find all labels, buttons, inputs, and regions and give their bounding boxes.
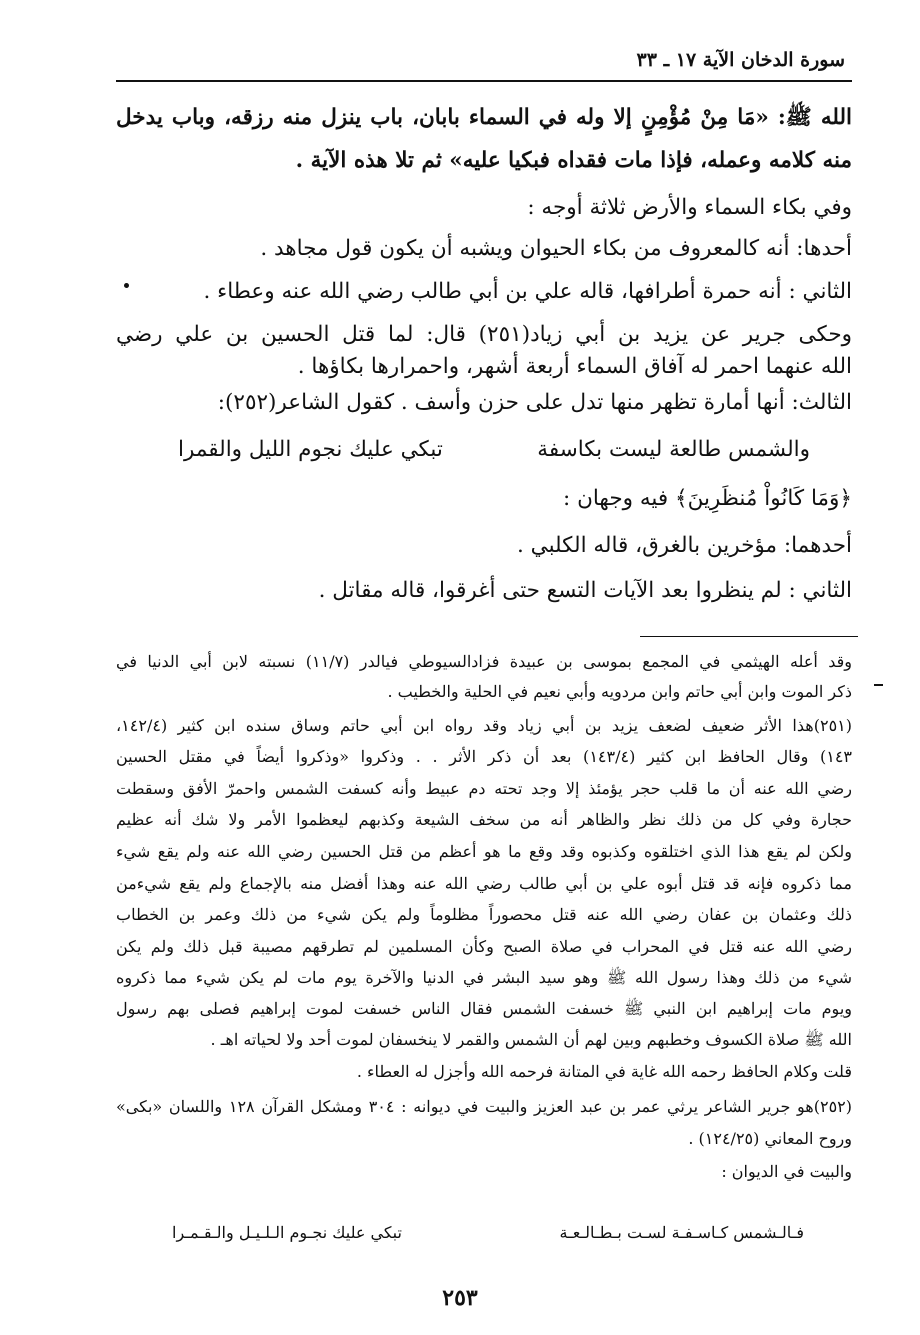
footnote-line: الله ﷺ صلاة الكسوف وخطبهم وبين لهم أن الشمس والقمر لا ينخسفان لموت أحد ولا لحياته اهـ . (210, 1030, 852, 1049)
text-line: الثالث: أنها أمارة تظهر منها تدل على حزن وأسف . كقول الشاعر(٢٥٢): (217, 390, 852, 415)
text-line: الثاني : أنه حمرة أطرافها، قاله علي بن أبي طالب رضي الله عنه وعطاء . (203, 279, 852, 304)
footnote-line: قلت وكلام الحافظ رحمه الله غاية في المتانة فرحمه الله وأجزل له العطاء . (356, 1062, 852, 1081)
footnote-line: مما ذكروه فإنه قد قتل أبوه علي بن أبي طالب رضي الله عنه وهذا أفضل منه بالإجماع ولم يقع شيءمن (116, 874, 852, 893)
running-header: سورة الدخان الآية ١٧ ـ ٣٣ (636, 49, 845, 71)
text-line: الله ﷺ: «مَا مِنْ مُؤْمِنٍ إلا وله في السماء بابان، باب ينزل منه رزقه، وباب يدخل (116, 105, 852, 130)
text-line: منه كلامه وعمله، فإذا مات فقداه فبكيا عليه» ثم تلا هذه الآية . (295, 148, 852, 173)
footnote-line: ويوم مات إبراهيم ابن النبي ﷺ خسفت الشمس فقال الناس خسفت لموت إبراهيم فصلى بهم رسول (116, 999, 852, 1018)
footnote-line: (٢٥٢)هو جرير الشاعر يرثي عمر بن عبد العزيز والبيت في ديوانه : ٣٠٤ ومشكل القرآن ١٢٨ واللسان «بكى» (116, 1097, 853, 1116)
text-line: أحدها: أنه كالمعروف من بكاء الحيوان ويشبه أن يكون قول مجاهد . (260, 236, 852, 261)
footnote-line: ذلك وعثمان بن عفان رضي الله عنه قتل محصوراً مظلوماً ولم يكن شيء من ذلك وعمر بن الخطاب (116, 905, 852, 924)
footnote-line: ١٤٣) وقال الحافظ ابن كثير (١٤٣/٤) بعد أن ذكر الأثر . . وذكروا «وذكروا أيضاً في مقتل الحسين (116, 747, 853, 766)
page-number: ٢٥٣ (442, 1285, 478, 1311)
margin-mark (874, 684, 883, 686)
text-line: وحكى جرير عن يزيد بن أبي زياد(٢٥١) قال: لما قتل الحسين بن علي رضي (116, 322, 852, 347)
text-line: أحدهما: مؤخرين بالغرق، قاله الكلبي . (516, 533, 852, 558)
verse-hemistich-right: والشمس طالعة ليست بكاسفة (537, 437, 810, 462)
footnote-line: وروح المعاني (١٢٤/٢٥) . (688, 1129, 852, 1148)
margin-mark (124, 283, 129, 288)
text-line: وفي بكاء السماء والأرض ثلاثة أوجه : (527, 195, 852, 220)
footnote-line: شيء من ذلك وهذا رسول الله ﷺ وهو سيد البشر في الدنيا والآخرة يوم مات لم يكن شيء مما ذكروه (116, 968, 852, 987)
footnote-verse-left: تبكي عليك نجـوم الـلـيـل والـقـمـرا (172, 1223, 402, 1242)
text-line: الله عنهما احمر له آفاق السماء أربعة أشهر، واحمرارها بكاؤها . (297, 354, 852, 379)
footnote-separator (640, 636, 858, 637)
footnote-line: (٢٥١)هذا الأثر ضعيف لضعف يزيد بن أبي زياد وقد رواه ابن أبي حاتم وساق سنده ابن كثير (١٤٢/٤، (116, 716, 852, 735)
footnote-line: ذكر الموت وابن أبي حاتم وابن مردويه وأبي نعيم في الحلية والخطيب . (387, 682, 852, 701)
header-rule (116, 80, 852, 82)
footnote-line: حجارة وفي كل من ذلك نظر والظاهر أنه من سخف الشيعة وكذبهم ليعظموا الأمر ولا شك أنه عظيم (116, 810, 852, 829)
footnote-line: والبيت في الديوان : (721, 1162, 852, 1181)
text-line: الثاني : لم ينظروا بعد الآيات التسع حتى أغرقوا، قاله مقاتل . (318, 578, 852, 603)
footnote-line: رضي الله عنه قتل في المحراب في صلاة الصبح وكأن المسلمين لم تطرقهم مصيبة قبل ذلك ولم يكن (116, 937, 852, 956)
footnote-line: ولكن لم يقع هذا الذي اختلقوه وكذبوه وقد وقع ما هو أعظم من قتل الحسين رضي الله عنه ولم يقع شيء (116, 842, 853, 861)
text-line: ﴿وَمَا كَانُواْ مُنظَرِينَ﴾ فيه وجهان : (563, 486, 852, 511)
footnote-verse-right: فـالـشمس كـاسـفـة لسـت بـطـالـعـة (559, 1223, 804, 1242)
footnote-line: وقد أعله الهيثمي في المجمع بموسى بن عبيدة فزادالسيوطي فيالدر (١١/٧) نسبته لابن أبي الدنيا في (116, 652, 853, 671)
verse-hemistich-left: تبكي عليك نجوم الليل والقمرا (178, 437, 443, 462)
footnote-line: رضي الله عنه أن ما قلب حجر يؤمئذ إلا وجد تحته دم عبيط وأنه كسفت الشمس واحمرّ الأفق وسقطت (116, 779, 852, 798)
